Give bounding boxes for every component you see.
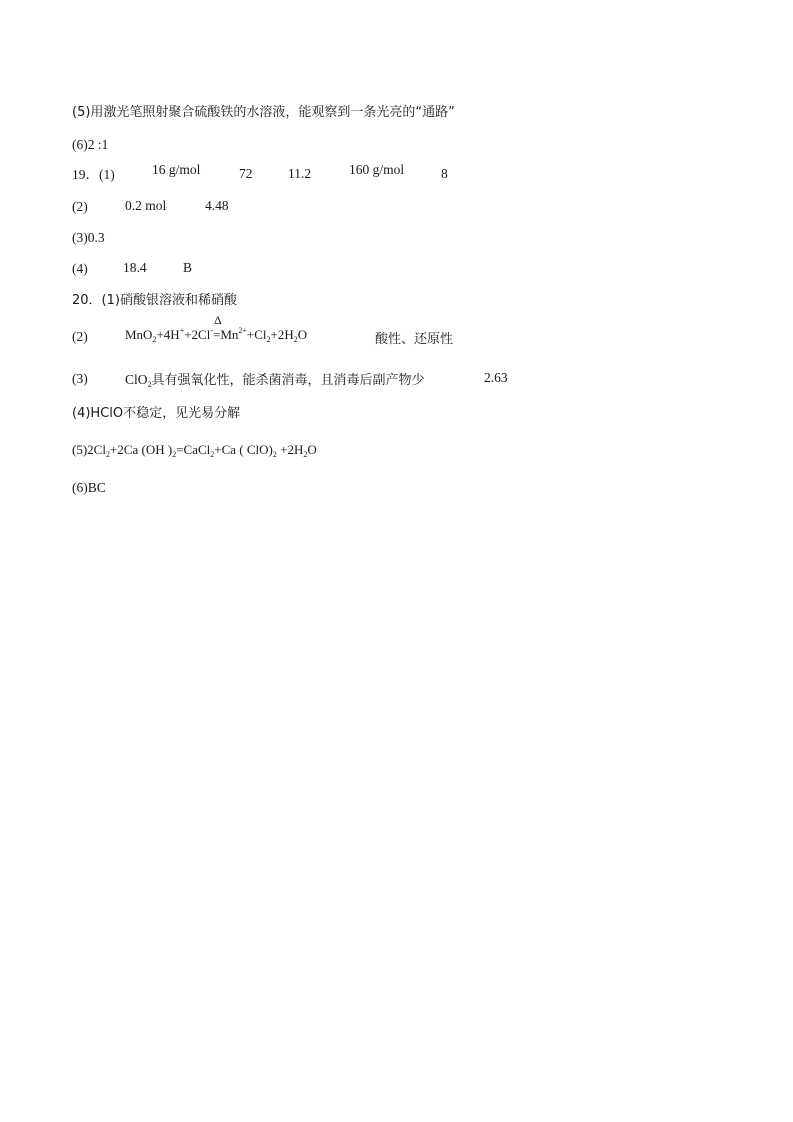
delta-symbol: Δ <box>214 313 222 327</box>
q20-part2-label: (2) <box>72 329 88 344</box>
q19-answer-1: 16 g/mol <box>152 162 201 177</box>
q19-part3: (3)0.3 <box>72 230 105 245</box>
q20-part1: 20．(1)硝酸银溶液和稀硝酸 <box>72 293 237 308</box>
q19-answer-2: 72 <box>239 166 253 181</box>
q20-part3-number: 2.63 <box>484 370 508 385</box>
q20-equation-2: $(5)2Cl_2+2Ca$ (OH )$_2=CaCl_2+Ca$ ( $ClO)_2 +2H_2O$ <box>72 442 317 459</box>
q19-answer-4: 160 g/mol <box>349 162 405 177</box>
answer-line-6: (6)2 :1 <box>72 137 109 152</box>
q20-part6: (6)BC <box>72 480 106 495</box>
q19-part2-answer-1: 0.2 mol <box>125 198 167 213</box>
q19-label: 19．(1) <box>72 167 115 182</box>
q20-equation-1: MnO$_2$+4H++2Cl- Δ $=Mn^{2+}+Cl_2+2H_2O$ <box>125 313 308 344</box>
q19-part4-answer-1: 18.4 <box>123 260 147 275</box>
q19-part2-label: (2) <box>72 199 88 214</box>
q19-part4-label: (4) <box>72 261 88 276</box>
q19-part2-answer-2: 4.48 <box>205 198 229 213</box>
q20-part2-answer: 酸性、还原性 <box>375 332 454 347</box>
q20-part3-answer: ClO$_2$具有强氧化性，能杀菌消毒，且消毒后副产物少 <box>125 372 425 389</box>
q20-part4: (4)HClO不稳定，见光易分解 <box>72 406 241 421</box>
q19-part4-answer-2: B <box>183 260 193 275</box>
q19-answer-5: 8 <box>441 166 448 181</box>
q20-part3-label: (3) <box>72 371 88 386</box>
q19-answer-3: 11.2 <box>288 166 312 181</box>
answer-line-5: (5)用激光笔照射聚合硫酸铁的水溶液，能观察到一条光亮的“通路” <box>72 105 455 120</box>
